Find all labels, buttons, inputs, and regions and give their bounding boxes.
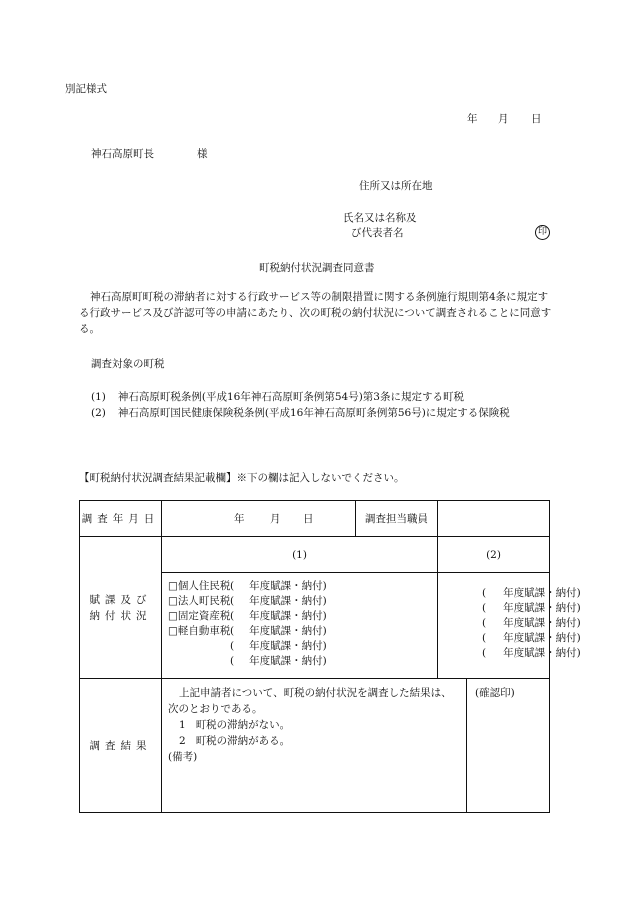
col1-header: (1) — [162, 537, 438, 573]
date-day: 日 — [531, 113, 542, 125]
date-month: 月 — [498, 113, 509, 125]
result-item-1: 1 町税の滞納がない。 — [179, 719, 291, 731]
address-label: 住所又は所在地 — [359, 180, 433, 192]
survey-date-year: 年 — [234, 512, 245, 525]
tax-row: □固定資産税( 年度賦課・納付) — [168, 610, 327, 622]
tax-row: ( 年度賦課・納付) — [482, 617, 581, 629]
survey-date-day: 日 — [303, 512, 314, 525]
tax-row: □軽自動車税( 年度賦課・納付) — [168, 625, 327, 637]
col2-header: (2) — [438, 537, 550, 573]
officer-label: 調査担当職員 — [356, 501, 438, 537]
tax-row: □法人町民税( 年度賦課・納付) — [168, 595, 327, 607]
tax-row: ( 年度賦課・納付) — [482, 587, 581, 599]
survey-date-label: 調査年月日 — [80, 501, 162, 537]
addressee-suffix: 様 — [197, 148, 208, 160]
result-body — [162, 679, 467, 813]
confirm-seal-cell — [467, 679, 550, 813]
col1-tax-list — [162, 573, 438, 679]
addressee-name: 神石高原町長 — [91, 148, 154, 160]
survey-date-cell — [162, 501, 356, 537]
tax-row: ( 年度賦課・納付) — [482, 602, 581, 614]
form-label: 別記様式 — [65, 83, 107, 95]
remarks-label: (備考) — [168, 751, 198, 763]
tax-row: ( 年度賦課・納付) — [230, 640, 327, 652]
col2-tax-list — [438, 573, 581, 679]
consent-body: 神石高原町町税の滞納者に対する行政サービス等の制限措置に関する条例施行規則第4条に規定する行政サービス及び許認可等の申請にあたり、次の町税の納付状況について調査されることに同意する。 — [79, 291, 552, 335]
section-note: 【町税納付状況調査結果記載欄】※下の欄は記入しないでください。 — [79, 472, 405, 484]
date-year: 年 — [467, 113, 478, 125]
target-item-2: (2) 神石高原町国民健康保険税条例(平成16年神石高原町条例第56号)に規定する保険税 — [91, 407, 510, 419]
target-heading: 調査対象の町税 — [91, 358, 165, 370]
confirm-seal-label: (確認印) — [475, 687, 515, 699]
tax-row: ( 年度賦課・納付) — [230, 655, 327, 667]
target-item-1: (1) 神石高原町税条例(平成16年神石高原町条例第54号)第3条に規定する町税 — [91, 391, 464, 403]
tax-row: ( 年度賦課・納付) — [482, 647, 581, 659]
name-label-line2: び代表者名 — [351, 227, 404, 239]
result-item-2: 2 町税の滞納がある。 — [179, 735, 291, 747]
name-label-line1: 氏名又は名称及 — [343, 212, 417, 224]
tax-row: ( 年度賦課・納付) — [482, 632, 581, 644]
seal-mark: 印 — [535, 225, 550, 240]
assessment-label: 賦課及び 納付状況 — [80, 537, 162, 679]
result-table — [79, 500, 581, 813]
officer-cell — [438, 501, 550, 537]
result-intro: 上記申請者について、町税の納付状況を調査した結果は、次のとおりである。 — [168, 687, 452, 715]
document-title: 町税納付状況調査同意書 — [259, 262, 375, 274]
survey-date-month: 月 — [270, 512, 281, 525]
result-label: 調査結果 — [80, 679, 162, 813]
tax-row: □個人住民税( 年度賦課・納付) — [168, 580, 327, 592]
